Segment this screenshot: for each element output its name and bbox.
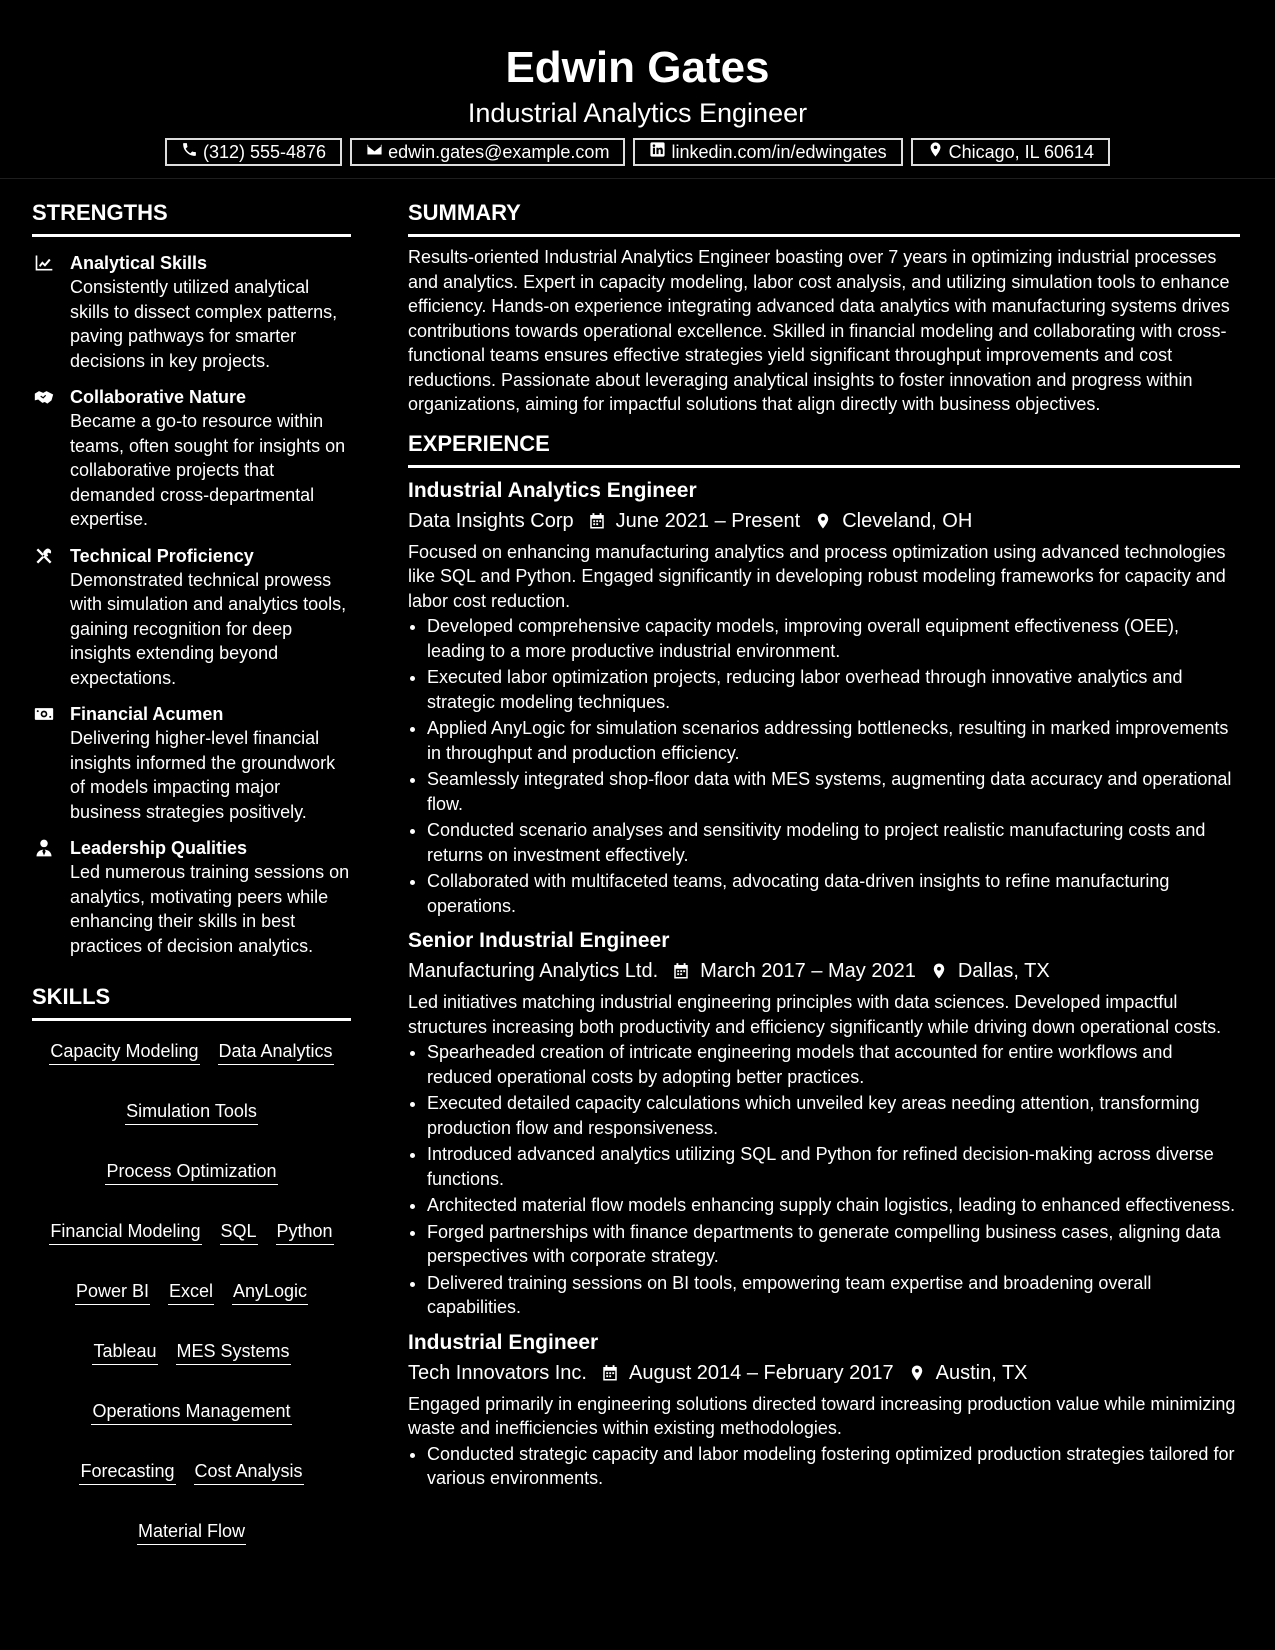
skill-tag: Forecasting bbox=[79, 1459, 175, 1485]
job-bullet: • Delivered training sessions on BI tools, empowering team expertise and broadening overall capabilities. bbox=[427, 1271, 1240, 1320]
job-bullet: • Developed comprehensive capacity models, improving overall equipment effectiveness (OEE), leading to a more productive industrial environment. bbox=[427, 614, 1240, 663]
skill-tag: Cost Analysis bbox=[194, 1459, 304, 1485]
strength-title: Leadership Qualities bbox=[70, 838, 248, 858]
left-column bbox=[32, 198, 351, 1545]
summary-heading: SUMMARY bbox=[408, 198, 1240, 237]
job-bullets bbox=[408, 1442, 1240, 1491]
map-pin-icon bbox=[927, 141, 944, 163]
strength-desc: Delivering higher-level financial insights informed the groundwork of models impacting major business strategies positively. bbox=[70, 728, 336, 822]
contact-linkedin-text: linkedin.com/in/edwingates bbox=[671, 141, 887, 162]
skill-tag: MES Systems bbox=[176, 1339, 291, 1365]
strength-title: Collaborative Nature bbox=[70, 387, 247, 407]
job-bullet: • Architected material flow models enhancing supply chain logistics, leading to enhanced effectiveness. bbox=[427, 1193, 1240, 1218]
header-divider bbox=[0, 178, 1275, 179]
job-company: Manufacturing Analytics Ltd. bbox=[408, 960, 659, 982]
job-meta bbox=[408, 506, 1240, 536]
job-company: Data Insights Corp bbox=[408, 509, 574, 532]
summary-text: Results-oriented Industrial Analytics Engineer boasting over 7 years in optimizing industrial processes and analytics. Expert in capacity modeling, labor cost analysis, and utilizing simulation tools to enhance efficiency. Hands-on experience integrating advanced data analytics with manufacturing systems drives contributions towards operational excellence. Skilled in financial modeling and collaborating with cross-functional teams ensures effective strategies yield significant throughput improvements and cost reductions. Passionate about leveraging analytical insights to foster innovation and progress within organizations, aiming for impactful solutions that align directly with business objectives. bbox=[408, 247, 1230, 414]
skill-tag: Material Flow bbox=[137, 1519, 246, 1545]
strength-desc: Demonstrated technical prowess with simulation and analytics tools, gaining recognition for deep insights extending beyond expectations. bbox=[70, 569, 347, 688]
strength-desc: Became a go-to resource within teams, often sought for insights on collaborative projects that demanded cross-departmental expertise. bbox=[70, 411, 346, 529]
contact-location bbox=[911, 138, 1110, 166]
strength-item bbox=[32, 836, 351, 958]
job-dates: August 2014 – February 2017 bbox=[628, 1361, 894, 1384]
right-column bbox=[408, 198, 1240, 1493]
strength-desc: Led numerous training sessions on analytics, motivating peers while enhancing their skills in best practices of decision analytics. bbox=[70, 862, 350, 956]
skill-tag: Power BI bbox=[75, 1279, 150, 1305]
skill-tag: Excel bbox=[168, 1279, 214, 1305]
job-meta bbox=[408, 1358, 1240, 1388]
experience-heading: EXPERIENCE bbox=[408, 429, 1240, 468]
envelope-icon bbox=[366, 141, 383, 163]
contact-phone[interactable] bbox=[165, 138, 342, 166]
job-bullet: • Seamlessly integrated shop-floor data with MES systems, augmenting data accuracy and operational flow. bbox=[427, 767, 1240, 816]
handshake-icon bbox=[34, 387, 54, 407]
job-bullet: • Introduced advanced analytics utilizing SQL and Python for refined decision-making across diverse functions. bbox=[427, 1142, 1240, 1191]
job-bullet: • Conducted strategic capacity and labor modeling fostering optimized production strategies tailored for various environments. bbox=[427, 1442, 1240, 1491]
contact-email-text: edwin.gates@example.com bbox=[388, 141, 610, 162]
job-description: Engaged primarily in engineering solutions directed toward increasing production value while minimizing waste and inefficiencies within existing methodologies. bbox=[408, 1393, 1236, 1438]
job-entry bbox=[408, 476, 1240, 919]
strength-item bbox=[32, 385, 351, 532]
skill-tag: Operations Management bbox=[91, 1399, 291, 1425]
job-bullet: • Executed labor optimization projects, reducing labor overhead through innovative analytics and strategic modeling techniques. bbox=[427, 665, 1240, 714]
job-location: Cleveland, OH bbox=[842, 509, 973, 532]
calendar-icon bbox=[672, 962, 690, 980]
map-pin-icon bbox=[930, 962, 948, 980]
contact-bar bbox=[0, 138, 1275, 166]
linkedin-icon bbox=[649, 141, 666, 163]
job-bullet: • Applied AnyLogic for simulation scenarios addressing bottlenecks, resulting in marked improvements in throughput and production efficiency. bbox=[427, 716, 1240, 765]
job-description: Led initiatives matching industrial engineering principles with data sciences. Developed impactful structures increasing both productivity and efficiency significantly while driving down operational costs. bbox=[408, 992, 1222, 1037]
user-tie-icon bbox=[34, 838, 54, 858]
skill-tag: Process Optimization bbox=[105, 1159, 277, 1185]
job-description: Focused on enhancing manufacturing analytics and process optimization using advanced technologies like SQL and Python. Engaged significantly in developing robust modeling frameworks for capacity and labor cost reduction. bbox=[408, 541, 1226, 611]
job-dates: June 2021 – Present bbox=[615, 509, 801, 532]
job-dates: March 2017 – May 2021 bbox=[700, 960, 916, 982]
contact-linkedin[interactable] bbox=[633, 138, 902, 166]
chart-line-icon bbox=[34, 253, 54, 273]
contact-phone-text: (312) 555-4876 bbox=[202, 141, 327, 162]
skills-list bbox=[32, 1039, 351, 1545]
job-bullet: • Forged partnerships with finance departments to generate compelling business cases, aligning data perspectives with corporate strategy. bbox=[427, 1220, 1240, 1269]
strength-desc: Consistently utilized analytical skills to dissect complex patterns, paving pathways for smarter decisions in key projects. bbox=[70, 277, 338, 371]
job-entry bbox=[408, 926, 1240, 1320]
job-location: Austin, TX bbox=[935, 1361, 1028, 1384]
skill-tag: Data Analytics bbox=[218, 1039, 334, 1065]
calendar-icon bbox=[588, 512, 606, 530]
strength-item bbox=[32, 544, 351, 691]
job-title: Senior Industrial Engineer bbox=[408, 929, 670, 952]
job-title: Industrial Engineer bbox=[408, 1330, 599, 1354]
job-location: Dallas, TX bbox=[957, 960, 1050, 982]
resume-header bbox=[0, 0, 1275, 166]
skill-tag: SQL bbox=[220, 1219, 258, 1245]
phone-icon bbox=[181, 141, 198, 163]
strengths-heading: STRENGTHS bbox=[32, 198, 351, 237]
job-bullet: • Executed detailed capacity calculations which unveiled key areas needing attention, transforming production flow and responsiveness. bbox=[427, 1091, 1240, 1140]
job-bullets bbox=[408, 1040, 1240, 1320]
candidate-name: Edwin Gates bbox=[505, 43, 770, 92]
job-company: Tech Innovators Inc. bbox=[408, 1361, 587, 1384]
job-entry bbox=[408, 1328, 1240, 1491]
job-meta bbox=[408, 956, 1240, 986]
skill-tag: Python bbox=[276, 1219, 334, 1245]
strength-title: Technical Proficiency bbox=[70, 545, 254, 566]
job-title: Industrial Analytics Engineer bbox=[408, 478, 697, 502]
skill-tag: Capacity Modeling bbox=[49, 1039, 199, 1065]
map-pin-icon bbox=[814, 512, 832, 530]
tools-icon bbox=[34, 546, 54, 566]
skill-tag: Financial Modeling bbox=[49, 1219, 201, 1245]
money-bill-icon bbox=[34, 704, 54, 724]
job-bullet: • Conducted scenario analyses and sensitivity modeling to project realistic manufacturing costs and returns on investment effectively. bbox=[427, 818, 1240, 867]
strength-title: Analytical Skills bbox=[70, 253, 208, 273]
job-bullet: • Spearheaded creation of intricate engineering models that accounted for entire workflows and reduced operational costs by adopting better practices. bbox=[427, 1040, 1240, 1089]
calendar-icon bbox=[601, 1364, 619, 1382]
skill-tag: AnyLogic bbox=[232, 1279, 308, 1305]
contact-location-text: Chicago, IL 60614 bbox=[948, 141, 1095, 162]
skills-heading: SKILLS bbox=[32, 982, 351, 1021]
map-pin-icon bbox=[908, 1364, 926, 1382]
skill-tag: Simulation Tools bbox=[125, 1099, 258, 1125]
job-bullet: • Collaborated with multifaceted teams, advocating data-driven insights to refine manufacturing operations. bbox=[427, 869, 1240, 918]
strength-item bbox=[32, 251, 351, 373]
strength-title: Financial Acumen bbox=[70, 704, 224, 724]
candidate-title: Industrial Analytics Engineer bbox=[467, 98, 808, 128]
job-bullets bbox=[408, 614, 1240, 918]
skill-tag: Tableau bbox=[92, 1339, 157, 1365]
strength-item bbox=[32, 702, 351, 824]
contact-email[interactable] bbox=[350, 138, 625, 166]
